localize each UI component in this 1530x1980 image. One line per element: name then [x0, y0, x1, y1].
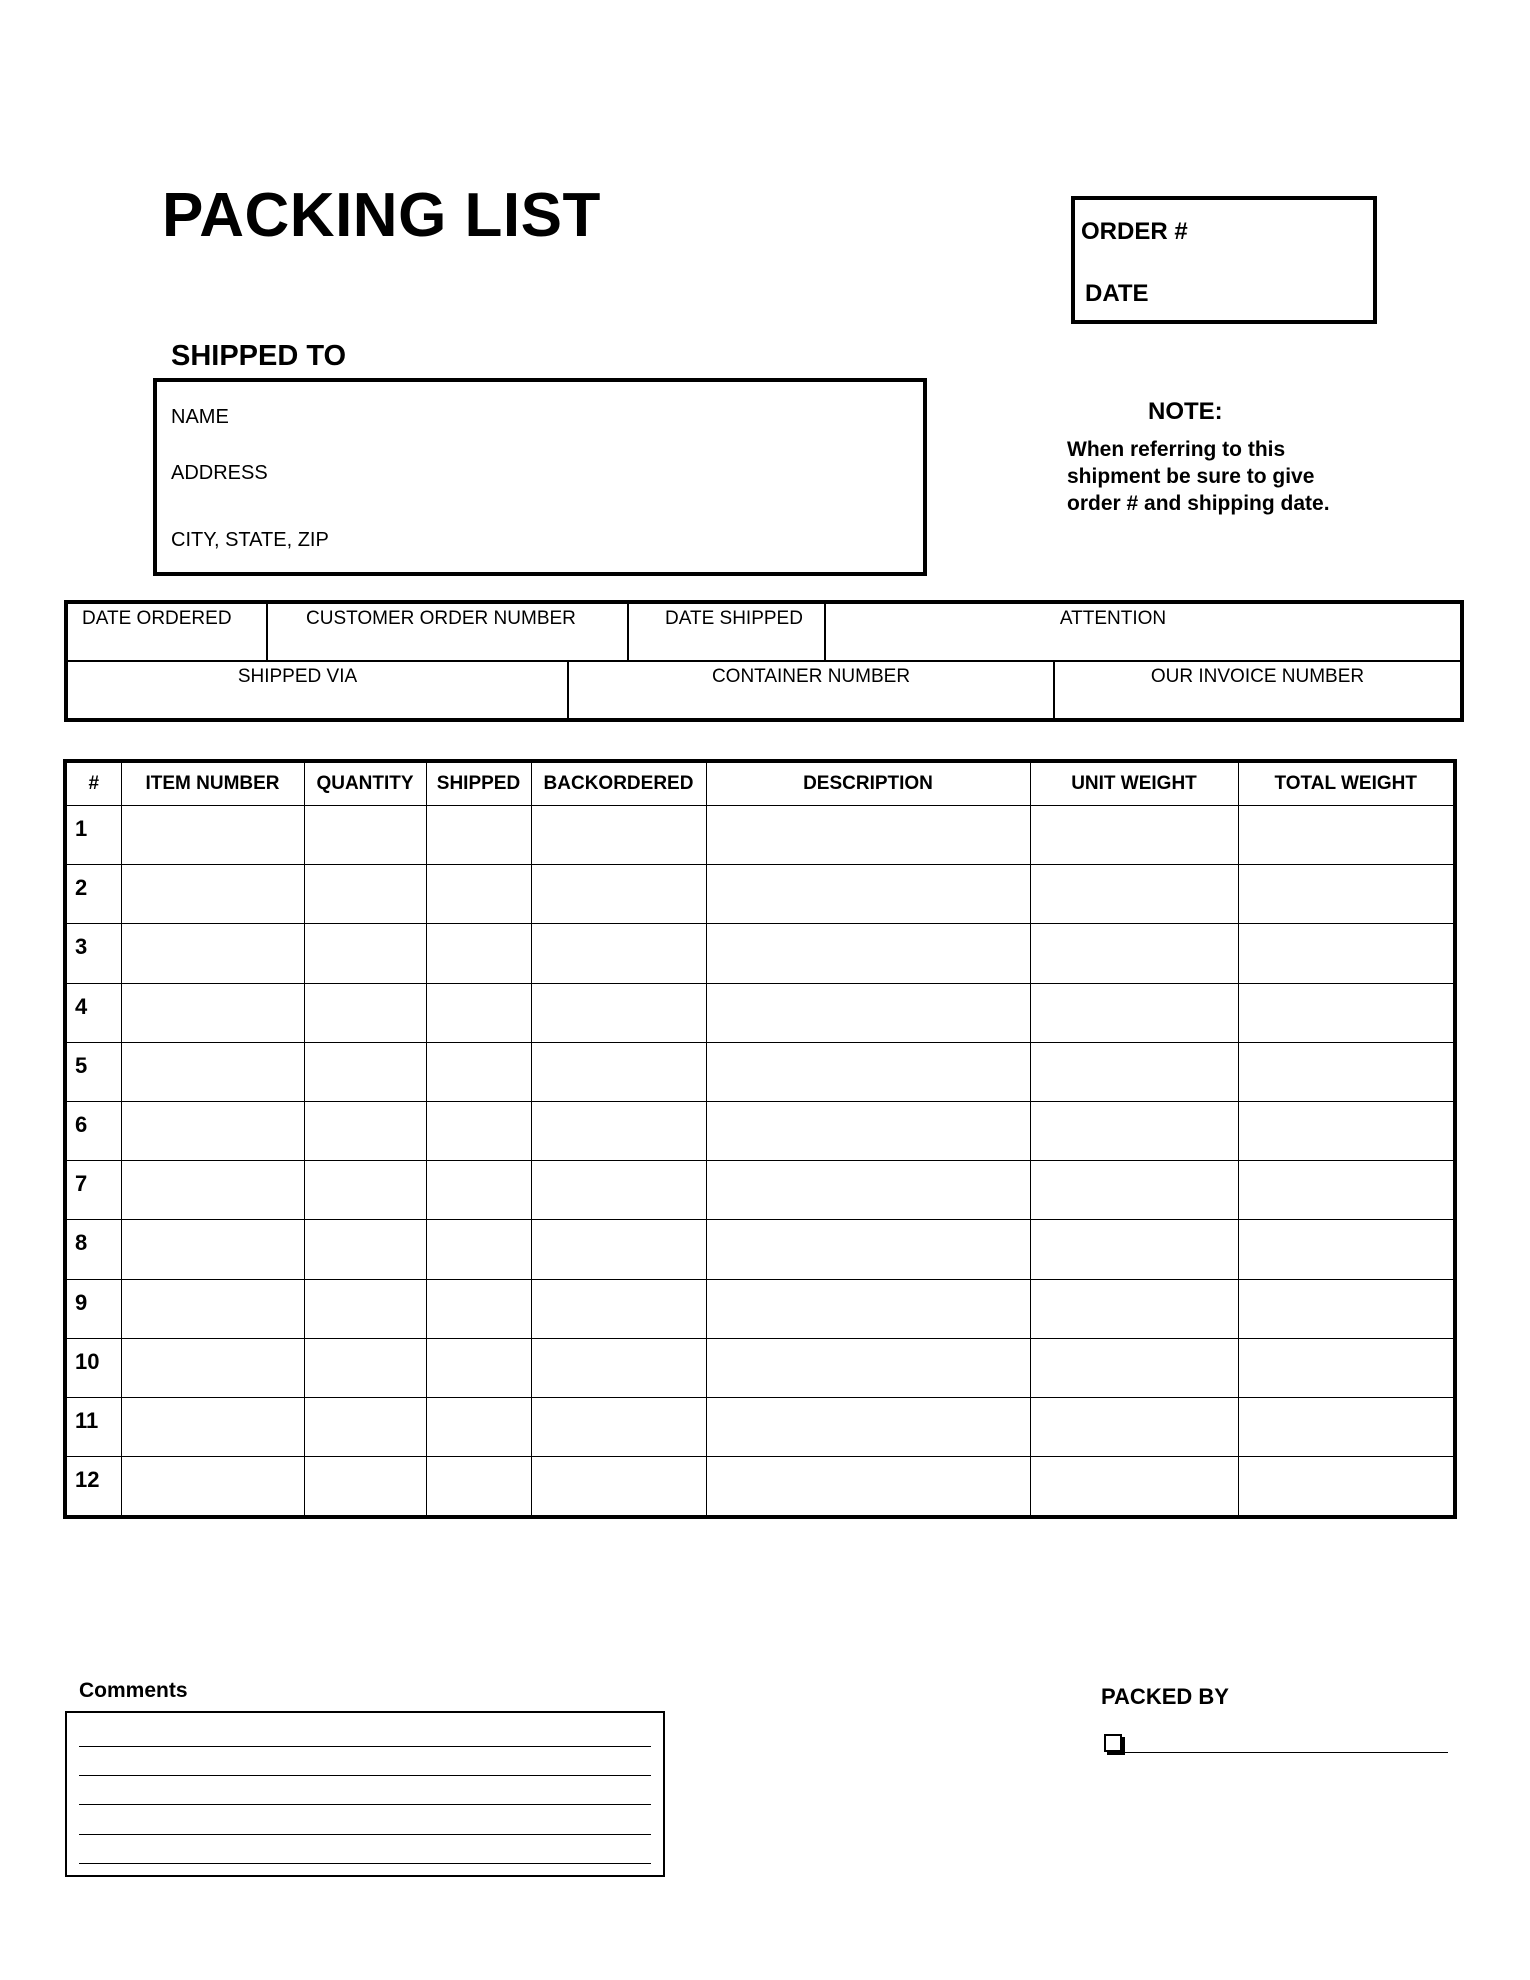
- table-cell[interactable]: [426, 1042, 531, 1101]
- table-cell[interactable]: [121, 865, 304, 924]
- table-row: [67, 806, 1453, 865]
- table-cell[interactable]: [1030, 1457, 1238, 1515]
- table-cell[interactable]: [531, 924, 706, 983]
- packed-by-signature-line[interactable]: [1124, 1752, 1448, 1753]
- date-shipped-label: DATE SHIPPED: [665, 608, 803, 629]
- row-number: 3: [67, 924, 121, 983]
- table-cell[interactable]: [426, 865, 531, 924]
- table-cell[interactable]: [304, 983, 426, 1042]
- invoice-number-cell: [1055, 662, 1460, 718]
- table-cell[interactable]: [1030, 1397, 1238, 1456]
- table-cell[interactable]: [1030, 865, 1238, 924]
- table-cell[interactable]: [706, 983, 1030, 1042]
- column-header-unit-weight: UNIT WEIGHT: [1030, 763, 1238, 806]
- column-header-backordered: BACKORDERED: [531, 763, 706, 806]
- table-row: [67, 865, 1453, 924]
- row-number: 11: [67, 1397, 121, 1456]
- comment-line: [79, 1834, 651, 1835]
- table-cell[interactable]: [531, 1397, 706, 1456]
- table-cell[interactable]: [121, 1279, 304, 1338]
- table-cell[interactable]: [121, 1220, 304, 1279]
- table-cell[interactable]: [1030, 1101, 1238, 1160]
- table-cell[interactable]: [1030, 1279, 1238, 1338]
- row-number: 12: [67, 1457, 121, 1515]
- table-cell[interactable]: [121, 1397, 304, 1456]
- table-cell[interactable]: [304, 924, 426, 983]
- table-cell[interactable]: [121, 806, 304, 865]
- table-cell[interactable]: [304, 1101, 426, 1160]
- table-cell[interactable]: [121, 1042, 304, 1101]
- table-row: [67, 1457, 1453, 1515]
- table-cell[interactable]: [531, 1042, 706, 1101]
- row-number: 5: [67, 1042, 121, 1101]
- table-cell[interactable]: [706, 865, 1030, 924]
- note-text: [1067, 436, 1397, 517]
- row-number: 8: [67, 1220, 121, 1279]
- table-cell[interactable]: [1238, 983, 1453, 1042]
- table-cell[interactable]: [426, 806, 531, 865]
- note-line: order # and shipping date.: [1067, 492, 1330, 515]
- order-info-box: [64, 600, 1464, 722]
- customer-order-number-label: CUSTOMER ORDER NUMBER: [306, 608, 576, 629]
- table-cell[interactable]: [531, 1279, 706, 1338]
- table-row: [67, 983, 1453, 1042]
- table-cell[interactable]: [1238, 1220, 1453, 1279]
- table-cell[interactable]: [1238, 924, 1453, 983]
- packed-by-heading: PACKED BY: [1101, 1684, 1229, 1709]
- attention-label: ATTENTION: [1059, 608, 1167, 629]
- comment-line: [79, 1775, 651, 1776]
- items-table: [63, 759, 1457, 1519]
- table-cell[interactable]: [531, 1338, 706, 1397]
- name-label: NAME: [171, 406, 229, 428]
- row-number: 1: [67, 806, 121, 865]
- date-label: DATE: [1085, 280, 1149, 307]
- table-row: [67, 1338, 1453, 1397]
- date-ordered-label: DATE ORDERED: [82, 608, 232, 629]
- table-row: [67, 1279, 1453, 1338]
- table-cell[interactable]: [531, 1457, 706, 1515]
- table-cell[interactable]: [121, 1161, 304, 1220]
- table-cell[interactable]: [304, 1042, 426, 1101]
- table-cell[interactable]: [1238, 1457, 1453, 1515]
- table-cell[interactable]: [706, 1042, 1030, 1101]
- column-header-number: #: [67, 763, 121, 806]
- table-cell[interactable]: [121, 983, 304, 1042]
- our-invoice-number-label: OUR INVOICE NUMBER: [1150, 666, 1365, 687]
- table-cell[interactable]: [706, 924, 1030, 983]
- container-number-label: CONTAINER NUMBER: [711, 666, 911, 687]
- date-shipped-cell: [629, 604, 826, 660]
- table-cell[interactable]: [1030, 1338, 1238, 1397]
- table-cell[interactable]: [1238, 1101, 1453, 1160]
- table-cell[interactable]: [706, 1397, 1030, 1456]
- note-line: When referring to this: [1067, 438, 1286, 461]
- comment-line: [79, 1804, 651, 1805]
- table-cell[interactable]: [426, 1457, 531, 1515]
- order-number-label: ORDER #: [1081, 218, 1188, 245]
- shipped-via-label: SHIPPED VIA: [237, 666, 358, 687]
- table-cell[interactable]: [304, 865, 426, 924]
- table-row: [67, 1161, 1453, 1220]
- table-cell[interactable]: [531, 1161, 706, 1220]
- table-cell[interactable]: [1030, 1042, 1238, 1101]
- comment-line: [79, 1746, 651, 1747]
- date-ordered-cell: [68, 604, 268, 660]
- table-cell[interactable]: [304, 1457, 426, 1515]
- order-box: [1071, 196, 1377, 324]
- table-cell[interactable]: [121, 924, 304, 983]
- comments-heading: Comments: [79, 1679, 188, 1702]
- table-row: [67, 1397, 1453, 1456]
- column-header-shipped: SHIPPED: [426, 763, 531, 806]
- table-row: [67, 1042, 1453, 1101]
- order-info-row: [68, 662, 1460, 718]
- table-cell[interactable]: [1030, 924, 1238, 983]
- table-cell[interactable]: [426, 1338, 531, 1397]
- row-number: 2: [67, 865, 121, 924]
- table-cell[interactable]: [121, 1457, 304, 1515]
- column-header-quantity: QUANTITY: [304, 763, 426, 806]
- table-cell[interactable]: [1238, 865, 1453, 924]
- table-cell[interactable]: [121, 1101, 304, 1160]
- container-number-cell: [569, 662, 1055, 718]
- table-cell[interactable]: [706, 1101, 1030, 1160]
- customer-order-number-cell: [268, 604, 629, 660]
- table-cell[interactable]: [426, 1279, 531, 1338]
- table-cell[interactable]: [1238, 806, 1453, 865]
- shipped-to-box: [153, 378, 927, 576]
- table-cell[interactable]: [531, 1220, 706, 1279]
- table-cell[interactable]: [706, 1338, 1030, 1397]
- table-cell[interactable]: [121, 1338, 304, 1397]
- table-cell[interactable]: [426, 983, 531, 1042]
- table-cell[interactable]: [304, 1338, 426, 1397]
- table-cell[interactable]: [706, 1220, 1030, 1279]
- note-heading: NOTE:: [1148, 398, 1223, 425]
- table-cell[interactable]: [1238, 1042, 1453, 1101]
- table-cell[interactable]: [1238, 1161, 1453, 1220]
- table-row: [67, 1220, 1453, 1279]
- table-cell[interactable]: [304, 806, 426, 865]
- table-cell[interactable]: [1030, 983, 1238, 1042]
- table-cell[interactable]: [531, 865, 706, 924]
- note-line: shipment be sure to give: [1067, 465, 1315, 488]
- table-cell[interactable]: [304, 1161, 426, 1220]
- table-cell[interactable]: [304, 1220, 426, 1279]
- table-cell[interactable]: [426, 1220, 531, 1279]
- table-row: [67, 924, 1453, 983]
- shipped-to-heading: SHIPPED TO: [171, 340, 347, 372]
- row-number: 10: [67, 1338, 121, 1397]
- table-cell[interactable]: [426, 1397, 531, 1456]
- order-info-row: [68, 604, 1460, 662]
- table-cell[interactable]: [1238, 1279, 1453, 1338]
- comment-line: [79, 1863, 651, 1864]
- packed-by-checkbox[interactable]: [1104, 1734, 1122, 1752]
- table-cell[interactable]: [706, 806, 1030, 865]
- table-cell[interactable]: [531, 806, 706, 865]
- items-header-row: [67, 763, 1453, 806]
- row-number: 6: [67, 1101, 121, 1160]
- table-cell[interactable]: [706, 1279, 1030, 1338]
- column-header-item-number: ITEM NUMBER: [121, 763, 304, 806]
- column-header-total-weight: TOTAL WEIGHT: [1238, 763, 1453, 806]
- table-row: [67, 1101, 1453, 1160]
- table-cell[interactable]: [426, 1161, 531, 1220]
- address-label: ADDRESS: [171, 462, 268, 484]
- comments-box[interactable]: [65, 1711, 665, 1877]
- table-cell[interactable]: [531, 983, 706, 1042]
- table-cell[interactable]: [531, 1101, 706, 1160]
- table-cell[interactable]: [304, 1397, 426, 1456]
- table-cell[interactable]: [304, 1279, 426, 1338]
- table-cell[interactable]: [426, 924, 531, 983]
- shipped-via-cell: [68, 662, 569, 718]
- city-state-zip-label: CITY, STATE, ZIP: [171, 529, 329, 551]
- row-number: 7: [67, 1161, 121, 1220]
- row-number: 9: [67, 1279, 121, 1338]
- table-cell[interactable]: [1238, 1338, 1453, 1397]
- table-cell[interactable]: [426, 1101, 531, 1160]
- attention-cell: [826, 604, 1460, 660]
- page-title: PACKING LIST: [162, 181, 601, 250]
- table-cell[interactable]: [706, 1161, 1030, 1220]
- row-number: 4: [67, 983, 121, 1042]
- table-cell[interactable]: [1030, 1220, 1238, 1279]
- column-header-description: DESCRIPTION: [706, 763, 1030, 806]
- table-cell[interactable]: [1238, 1397, 1453, 1456]
- table-cell[interactable]: [1030, 806, 1238, 865]
- table-cell[interactable]: [706, 1457, 1030, 1515]
- table-cell[interactable]: [1030, 1161, 1238, 1220]
